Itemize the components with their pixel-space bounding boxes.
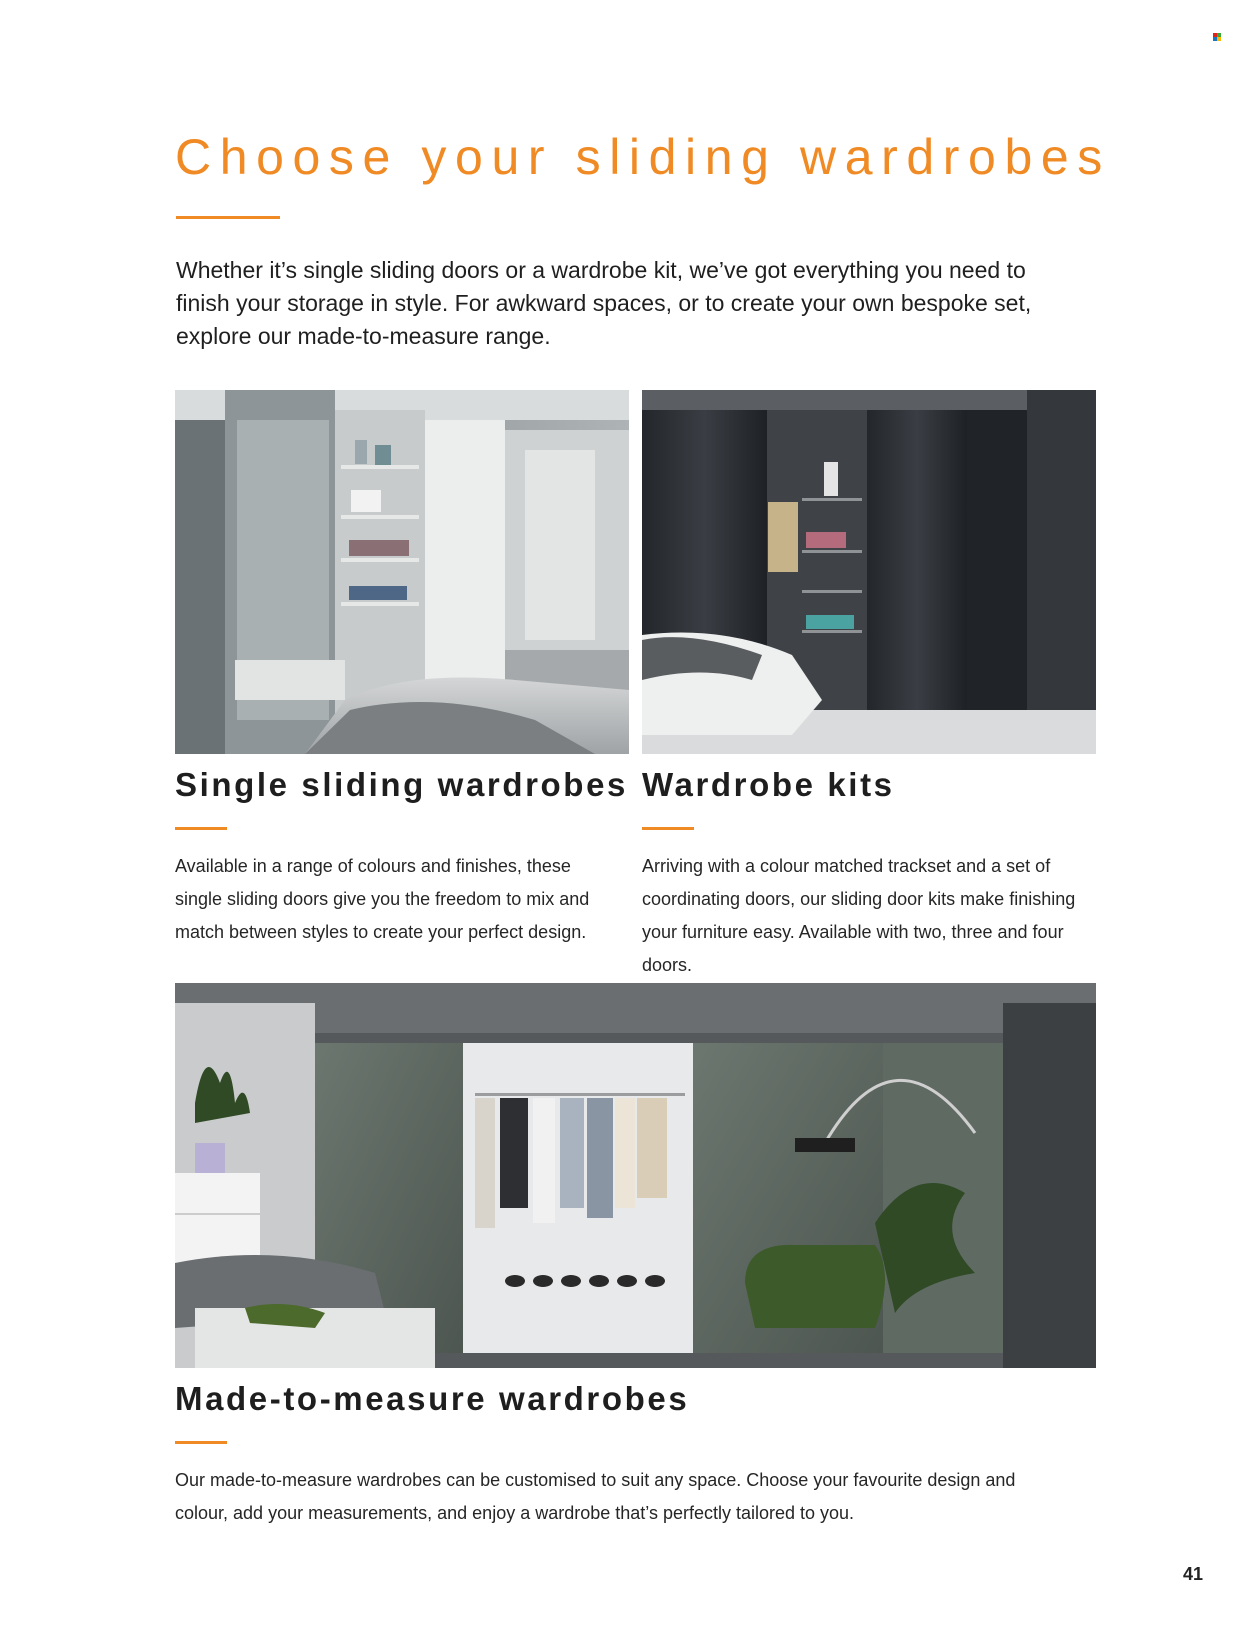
page-title: Choose your sliding wardrobes [175,129,1111,185]
made-to-measure-rule [175,1441,227,1444]
single-sliding-rule [175,827,227,830]
made-to-measure-body: Our made-to-measure wardrobes can be customised to suit any space. Choose your favourite design and colour, add your measurements, and enjoy a wardrobe that’s perfectly tailored to you. [175,1470,1016,1523]
made-to-measure-wardrobe-photo [175,983,1096,1368]
single-sliding-title: Single sliding wardrobes [175,766,628,803]
single-sliding-wardrobe-photo [175,390,629,754]
single-sliding-body: Available in a range of colours and finishes, these single sliding doors give you the freedom to mix and match between styles to create your perfect design. [175,856,590,942]
wardrobe-kit-photo [642,390,1096,754]
wardrobe-kits-title: Wardrobe kits [642,766,895,803]
wardrobe-kits-rule [642,827,694,830]
made-to-measure-title: Made-to-measure wardrobes [175,1380,690,1417]
wardrobe-kits-body: Arriving with a colour matched trackset and a set of coordinating doors, our sliding door kits make finishing your furniture easy. Available with two, three and four doors. [642,856,1076,975]
intro-text: Whether it’s single sliding doors or a wardrobe kit, we’ve got everything you need to finish your storage in style. For awkward spaces, or to create your own bespoke set, explore our made-to-measure range. [176,257,1032,349]
title-rule [176,216,280,219]
page-number: 41 [1183,1564,1204,1584]
brand-logo [1213,33,1221,41]
